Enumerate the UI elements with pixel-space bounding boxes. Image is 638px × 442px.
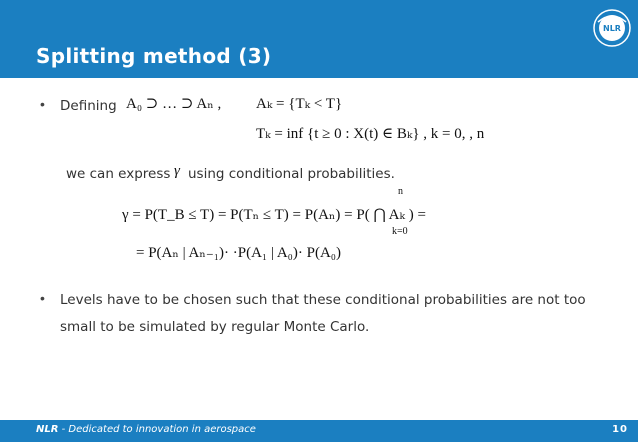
footer-tagline-text: - Dedicated to innovation in aerospace (58, 424, 256, 435)
equation-line-1: γ = P(T_B ≤ T) = P(Tₙ ≤ T) = P(Aₙ) = P( ⋂ Aₖ ) = (122, 207, 426, 223)
equation-line-2: = P(Aₙ | Aₙ₋₁)· ·P(A₁ | A₀)· P(A₀) (136, 245, 342, 261)
line2-prefix: we can express (66, 166, 171, 182)
equation-sum-bottom: k=0 (392, 226, 408, 237)
footer-org: NLR (36, 424, 59, 435)
math-sequence: A₀ ⊃ … ⊃ Aₙ , (126, 96, 222, 112)
logo-text: NLR (603, 24, 621, 33)
bullet-dot-1: • (40, 96, 45, 112)
footer-tagline (36, 424, 256, 435)
math-definition-t: Tₖ = inf {t ≥ 0 : X(t) ∈ Bₖ} , k = 0, , n (256, 126, 485, 142)
bullet2-line2: small to be simulated by regular Monte Carlo. (60, 319, 370, 335)
slide-title: Splitting method (3) (36, 44, 272, 68)
page-number: 10 (612, 424, 628, 435)
bullet-dot-2: • (40, 290, 45, 306)
line2-suffix: using conditional probabilities. (188, 166, 395, 182)
gamma-symbol: γ (174, 163, 180, 179)
math-definition-a: Aₖ = {Tₖ < T} (256, 96, 343, 112)
slide-footer (0, 420, 638, 442)
equation-sum-top: n (398, 186, 403, 197)
nlr-logo-icon (592, 8, 632, 48)
bullet2-line1: Levels have to be chosen such that these conditional probabilities are not too (60, 292, 586, 308)
bullet1-prefix: Defining (60, 98, 117, 114)
